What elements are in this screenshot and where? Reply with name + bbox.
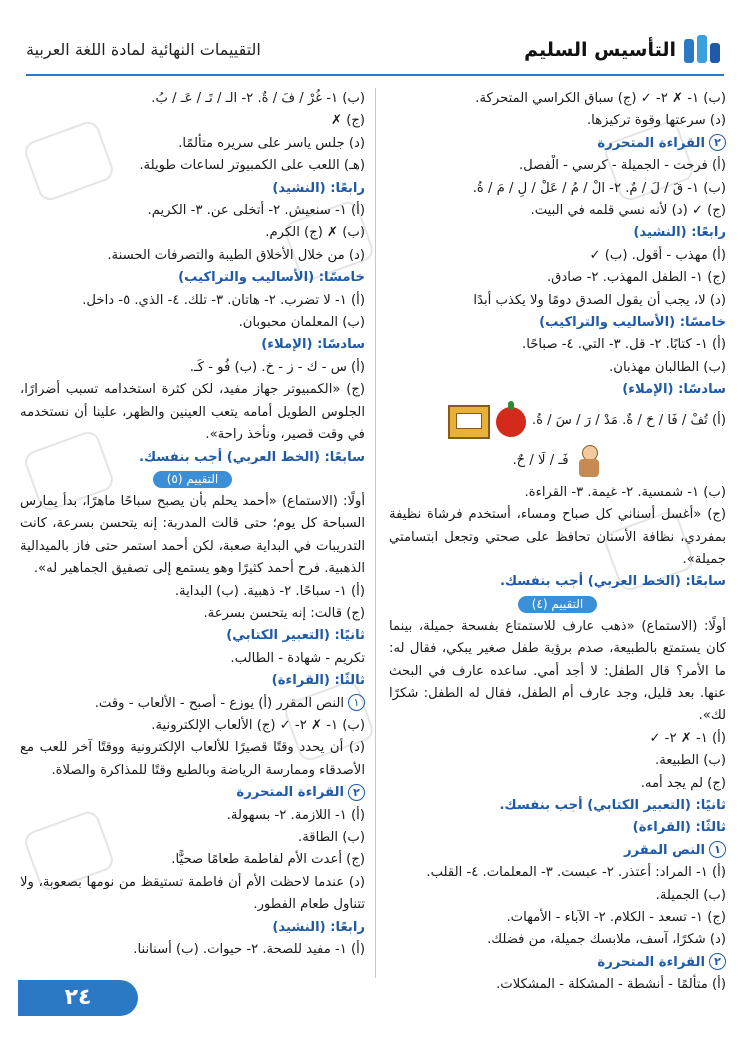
answer-line: (ب) الطالبان مهذبان.	[609, 359, 726, 375]
section-heading: ٢القراءة المتحررة	[389, 952, 726, 974]
answer-line: (د) من خلال الأخلاق الطيبة والتصرفات الحسنة.	[107, 247, 365, 263]
answer-line: (أ) ١- اللازمة. ٢- بسهولة.	[226, 807, 365, 823]
section-heading: رابعًا: (النشيد)	[272, 919, 365, 935]
section-heading: ثالثًا: (القراءة)	[632, 820, 726, 836]
section-heading: رابعًا: (النشيد)	[272, 180, 365, 196]
answer-line: (د) جلس ياسر على سريره متألمًا.	[178, 135, 365, 151]
number-circle-icon: ٢	[709, 134, 726, 151]
page-number: ٢٤	[18, 980, 138, 1016]
page-header	[0, 0, 750, 84]
header-rule	[26, 74, 724, 76]
assessment-badge: التقييم (٥)	[153, 471, 233, 488]
answer-line: (ب) ١- شمسية. ٢- غيمة. ٣- القراءة.	[524, 484, 726, 500]
answer-line: (أ) س - ك - ز - خ. (ب) فُو - كَـ.	[189, 359, 365, 375]
answer-line: (أ) ١- سباحًا. ٢- ذهبية. (ب) البداية.	[174, 583, 365, 599]
answer-line: (ب) ١- ✗ ٢- ✓ (ج) سباق الكراسي المتحركة.	[475, 91, 726, 106]
answer-line: (ب) ١- ✗ ٢- ✓ (ج) الألعاب الإلكترونية.	[151, 717, 365, 733]
assessment-badge: التقييم (٤)	[518, 596, 598, 613]
answer-line: (ج) لم يجد أمه.	[640, 775, 726, 791]
section-heading: خامسًا: (الأساليب والتراكيب)	[539, 315, 726, 331]
answer-line: (أ) ١- مفيد للصحة. ٢- حيوات. (ب) أسناننا.	[133, 942, 365, 958]
column-divider	[375, 88, 376, 978]
page-title: التقييمات النهائية لمادة اللغة العربية	[26, 40, 261, 59]
section-heading: سادسًا: (الإملاء)	[261, 337, 365, 353]
answer-line: (أ) مهذب - أقول. (ب) ✓	[589, 247, 726, 263]
section-heading: سابعًا: (الخط العربي) أجب بنفسك.	[500, 574, 726, 590]
section-heading: رابعًا: (النشيد)	[633, 225, 726, 241]
answer-line: (ب) الجميلة.	[655, 887, 726, 903]
paragraph: (ج) «أغسل أسناني كل صباح ومساء، أستخدم فرشاة نظيفة بمفردي، نظافة الأسنان تحافظ على صحتي وتجعل ابتسامتي جميلة».	[389, 507, 726, 567]
answer-line: (ب) ✗ (ج) الكرم.	[265, 225, 365, 241]
number-circle-icon: ٢	[709, 953, 726, 970]
answer-line: (أ) فرحت - الجميلة - كرسي - الْفصل.	[518, 158, 726, 174]
answer-line: (أ) ١- سنعيش. ٢- أتخلى عن. ٣- الكريم.	[147, 203, 365, 219]
answer-line: (ب) الطاقة.	[298, 830, 365, 845]
number-circle-icon: ٢	[348, 784, 365, 801]
answer-line: (أ) ١- المراد: أعتذر. ٢- عبست. ٣- المعلمات. ٤- القلب.	[426, 865, 726, 881]
paragraph: (د) أن يحدد وقتًا قصيرًا للألعاب الإلكترونية ووقتًا آخر للعب مع الأصدقاء وممارسة الرياضة وبالطبع وقتًا للمذاكرة والصلاة.	[20, 740, 365, 778]
answer-line: (د) سرعتها وقوة تركيزها.	[586, 113, 726, 129]
answer-line: فَـ / لَا / حٌ.	[512, 453, 569, 469]
answer-line: (ج) ✓ (د) لأنه نسي قلمه في البيت.	[530, 203, 726, 219]
school-image	[448, 405, 490, 439]
answer-line: (ب) ١- غُرْ / فَ / ةٌ. ٢- الـ / تَـ / عَـ / بُ.	[151, 91, 365, 106]
answer-line: (أ) ١- كتابًا. ٢- قل. ٣- التي. ٤- صباحًا.	[522, 337, 726, 353]
answer-line: (د) شكرًا، آسف، ملابسك جميلة، من فضلك.	[487, 932, 726, 948]
answer-line: (ج) ✗	[330, 113, 365, 129]
answer-line: (ج) قالت: إنه يتحسن بسرعة.	[203, 605, 365, 621]
answer-line: (ج) أعدت الأم لفاطمة طعامًا صحيًّا.	[171, 852, 365, 868]
spelling-images-row	[389, 402, 726, 442]
apple-image	[496, 407, 526, 437]
logo-mark-icon	[682, 33, 722, 67]
spelling-images-row	[389, 442, 726, 482]
right-column	[389, 88, 726, 993]
answer-line: (أ) ١- لا تضرب. ٢- هاتان. ٣- تلك. ٤- الذي. ٥- داخل.	[82, 292, 365, 308]
answer-line: (أ) متألمًا - أنشطة - المشكلة - المشكلات.	[496, 977, 726, 993]
section-heading: سابعًا: (الخط العربي) أجب بنفسك.	[139, 449, 365, 465]
answer-line: (ج) ١- تسعد - الكلام. ٢- الآباء - الأمهات.	[506, 910, 726, 925]
section-heading: ثانيًا: (التعبير الكتابي)	[226, 628, 365, 644]
section-heading: ٢القراءة المتحررة	[20, 782, 365, 804]
section-heading: ٢القراءة المتحررة	[389, 133, 726, 155]
answer-line: تكريم - شهادة - الطالب.	[230, 650, 365, 666]
paragraph: أولًا: (الاستماع) «ذهب عارف للاستمتاع بفسحة جميلة، بينما كان يستمتع بالطبيعة، صدم برؤية طفل صغير يبكي، فقال له: ما الأمر؟ قال الطفل: لا أجد أمي. ساعده عارف في البحث عنها. بعد قليل، وجد عارف أم الطفل، فقال له الطفل: شكرًا لك».	[389, 618, 726, 724]
answer-line: (ب) ١- قَ / لَ / مٌ. ٢- الْ / مُ / عَلْ / لِ / مَ / ةُ.	[472, 180, 726, 196]
section-heading: ١النص المقرر	[389, 840, 726, 862]
paragraph: (د) عندما لاحظت الأم أن فاطمة تستيقظ من نومها بصعوبة، ولا تتناول طعام الفطور.	[20, 874, 365, 913]
answer-line: (هـ) اللعب على الكمبيوتر لساعات طويلة.	[139, 158, 365, 174]
paragraph: (ج) «الكمبيوتر جهاز مفيد، لكن كثرة استخدامه تسبب أضرارًا، الجلوس الطويل أمامه يتعب العينين والظهر، علينا أن نستخدمه في وقت قصير، ونأخذ راحة».	[20, 382, 365, 443]
answer-line: ١النص المقرر (أ) يوزع - أصبح - الألعاب - وقت.	[20, 693, 365, 715]
brand-logo	[524, 30, 722, 70]
answer-line: (ب) المعلمان محبوبان.	[238, 315, 365, 331]
paragraph: أولًا: (الاستماع) «أحمد يحلم بأن يصبح سباحًا ماهرًا، بدأ يمارس السباحة كل يوم؛ حتى قالت المدربة: إنه يتحسن بسرعة، كانت التدريبات في البداية صعبة، لكن أحمد استمر حتى فاز بالميدالية الذهبية. فرح أحمد كثيرًا وهو يستمع إلى تصفيق الجماهير له».	[20, 493, 365, 577]
section-heading: ثانيًا: (التعبير الكتابي) أجب بنفسك.	[499, 797, 726, 813]
farmer-image	[575, 445, 603, 479]
number-circle-icon: ١	[709, 841, 726, 858]
section-heading: ثالثًا: (القراءة)	[271, 673, 365, 689]
left-column	[20, 88, 365, 988]
answer-line: (د) لا، يجب أن يقول الصدق دومًا ولا يكذب أبدًا	[473, 292, 726, 308]
answer-line: (أ) ١- ✗ ٢- ✓	[649, 730, 726, 746]
number-circle-icon: ١	[348, 694, 365, 711]
section-heading: سادسًا: (الإملاء)	[622, 382, 726, 398]
answer-line: (أ) تُفْ / فَا / حَ / ةٌ. مَدْ / رَ / سَ / ةُ.	[531, 413, 726, 429]
answer-line: (ج) ١- الطفل المهذب. ٢- صادق.	[546, 270, 726, 286]
answer-line: (ب) الطبيعة.	[655, 753, 726, 769]
section-heading: خامسًا: (الأساليب والتراكيب)	[178, 270, 365, 286]
brand-name: التأسيس السليم	[524, 39, 676, 61]
